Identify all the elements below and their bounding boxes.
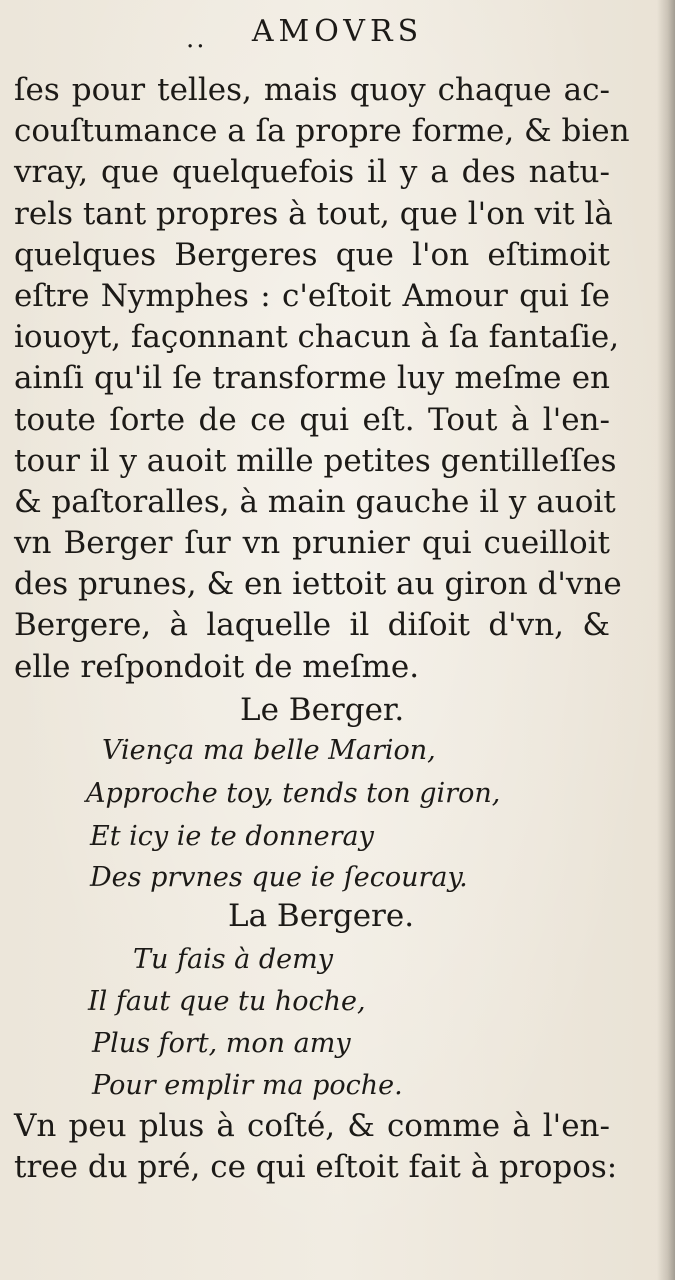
paragraph-line: elle reſpondoit de meſme. <box>14 648 420 685</box>
paragraph-line: quelques Bergeres que l'on eſtimoit <box>14 236 610 273</box>
verse-line: Plus fort, mon amy <box>92 1028 351 1059</box>
paragraph-line: des prunes, & en iettoit au giron d'vne <box>14 566 622 603</box>
paragraph-line: couſtumance a ſa propre forme, & bien <box>14 113 630 150</box>
running-header <box>0 14 675 54</box>
running-title: AMOVRS <box>251 14 424 49</box>
verse-line: Approche toy, tends ton giron, <box>86 778 501 809</box>
paragraph-line: Vn peu plus à coſté, & comme à l'en- <box>14 1108 610 1144</box>
speaker-heading-bergere: La Bergere. <box>228 898 415 934</box>
verse-line: Des prvnes que ie ſecouray. <box>90 862 468 893</box>
paragraph-line: iouoyt, façonnant chacun à ſa fantaſie, <box>14 319 620 356</box>
verse-line: Viença ma belle Marion, <box>102 735 436 766</box>
header-ornament: .. <box>186 24 207 54</box>
verse-line: Et icy ie te donneray <box>90 821 374 852</box>
paragraph-line: ainſi qu'il ſe transforme luy meſme en <box>14 360 610 397</box>
paragraph-line: Bergere, à laquelle il diſoit d'vn, & <box>14 607 610 644</box>
verse-line: Il faut que tu hoche, <box>88 986 366 1017</box>
paragraph-line: eſtre Nymphes : c'eſtoit Amour qui ſe <box>14 277 610 314</box>
paragraph-line: ſes pour telles, mais quoy chaque ac- <box>14 72 610 108</box>
paragraph-line: toute ſorte de ce qui eſt. Tout à l'en- <box>14 401 610 438</box>
paragraph-line: tour il y auoit mille petites gentilleſſes <box>14 442 617 479</box>
closing-paragraph <box>14 1106 618 1188</box>
paragraph-line: rels tant propres à tout, que l'on vit là <box>14 195 613 232</box>
paragraph-line: vn Berger ſur vn prunier qui cueilloit <box>14 525 610 562</box>
main-paragraph <box>14 70 630 688</box>
paragraph-line: & paſtoralles, à main gauche il y auoit <box>14 483 616 520</box>
page-gutter-shadow <box>657 0 675 1280</box>
speaker-heading-berger: Le Berger. <box>240 692 405 728</box>
paragraph-line: tree du pré, ce qui eſtoit fait à propos: <box>14 1149 618 1186</box>
verse-line: Pour emplir ma poche. <box>92 1070 403 1101</box>
paragraph-line: vray, que quelquefois il y a des natu- <box>14 154 610 191</box>
verse-line: Tu fais à demy <box>133 944 333 975</box>
